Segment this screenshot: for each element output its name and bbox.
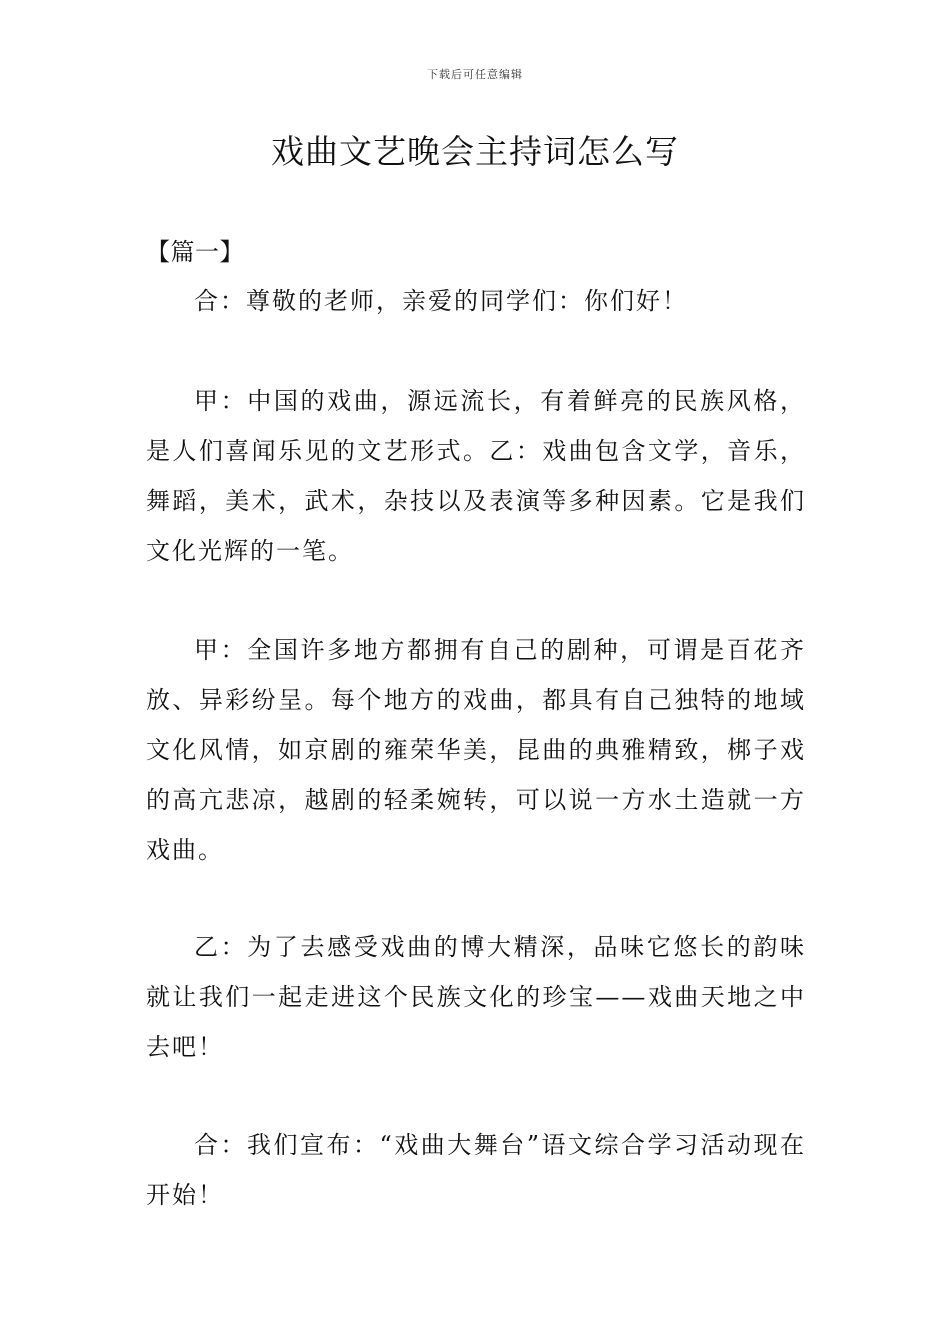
- paragraph-5: 合：我们宣布：“戏曲大舞台”语文综合学习活动现在开始！: [146, 1131, 806, 1209]
- paragraph-4: 乙：为了去感受戏曲的博大精深，品味它悠长的韵味就让我们一起走进这个民族文化的珍宝——戏曲天地之中去吧！: [146, 933, 806, 1061]
- section-label: 【篇一】: [146, 238, 244, 266]
- paragraph-3: 甲：全国许多地方都拥有自己的剧种，可谓是百花齐放、异彩纷呈。每个地方的戏曲，都具有自己独特的地域文化风情，如京剧的雍荣华美，昆曲的典雅精致，梆子戏的高亢悲凉，越剧的轻柔婉转，可以说一方水土造就一方戏曲。: [146, 636, 806, 864]
- header-note: 下载后可任意编辑: [427, 68, 523, 81]
- paragraph-1: 合：尊敬的老师，亲爱的同学们：你们好！: [194, 287, 688, 315]
- paragraph-2: 甲：中国的戏曲，源远流长，有着鲜亮的民族风格，是人们喜闻乐见的文艺形式。乙：戏曲包含文学，音乐，舞蹈，美术，武术，杂技以及表演等多种因素。它是我们文化光辉的一笔。: [146, 387, 806, 565]
- document-title: 戏曲文艺晚会主持词怎么写: [271, 132, 679, 171]
